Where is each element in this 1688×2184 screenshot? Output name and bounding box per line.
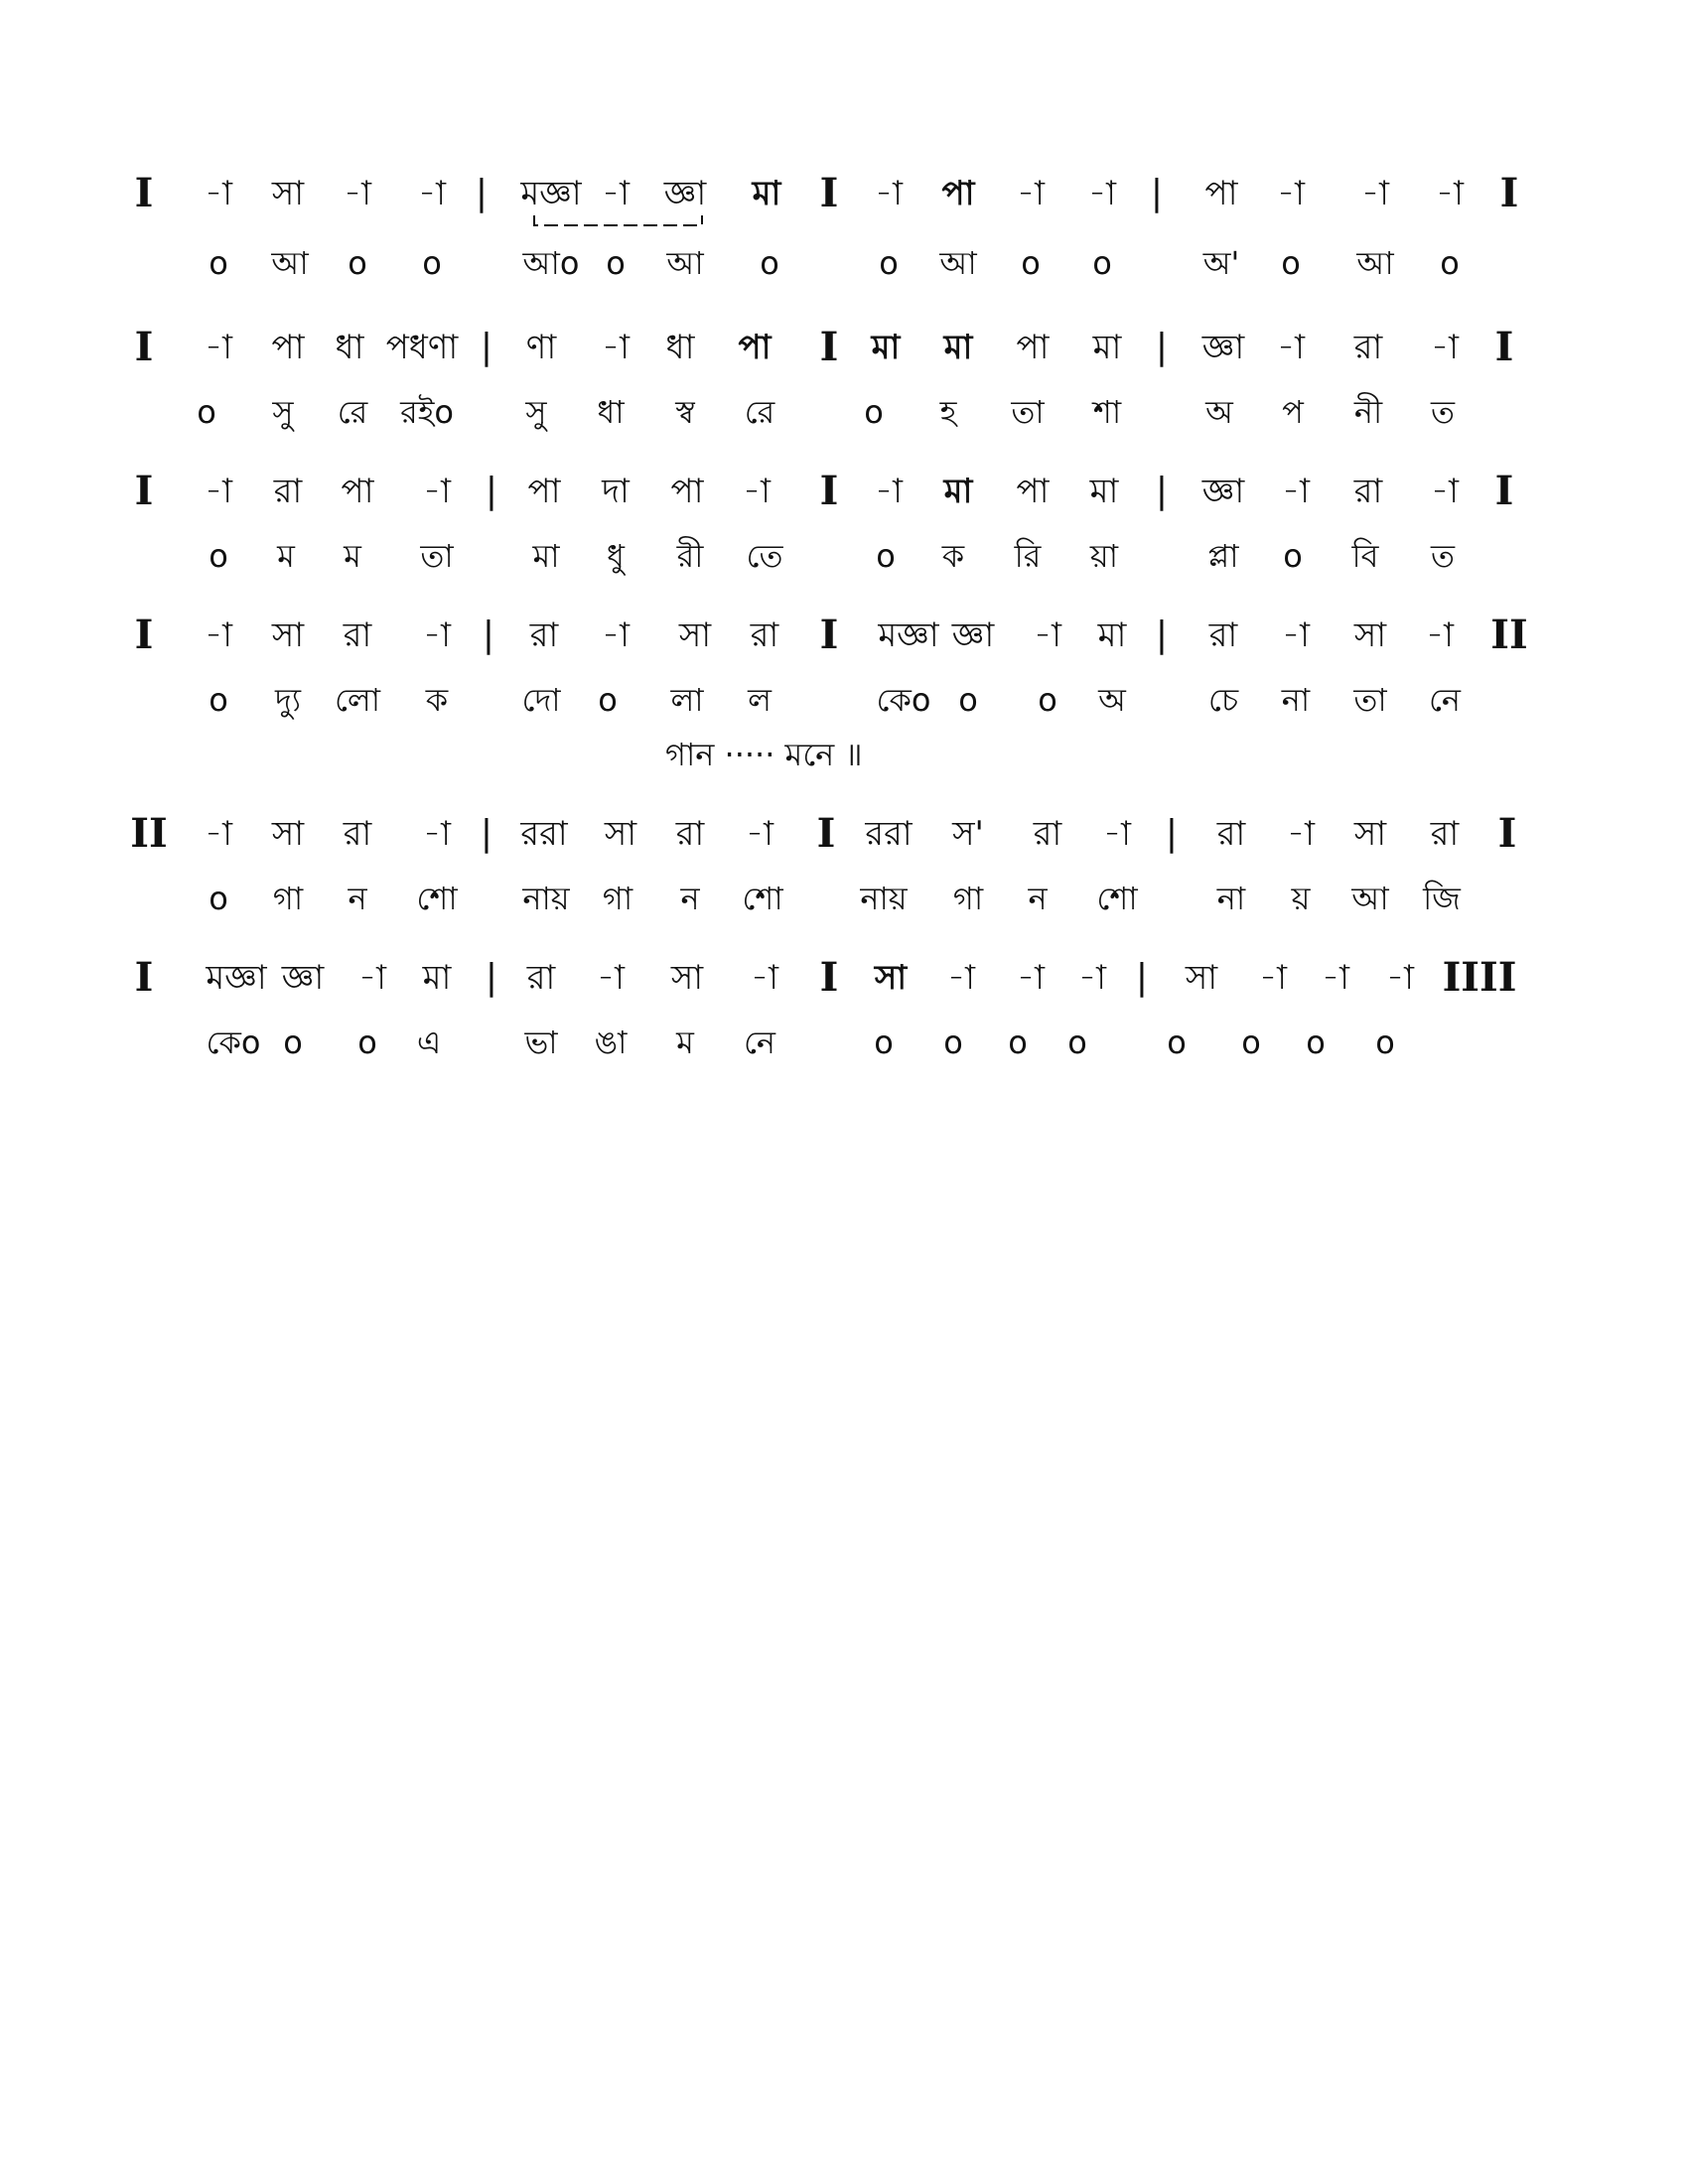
- note: মা: [1092, 328, 1122, 367]
- lyric-syllable: জি: [1423, 880, 1461, 917]
- slur-mark: [531, 212, 705, 232]
- note: সা: [670, 958, 704, 998]
- bar-line-end: I: [1494, 324, 1514, 370]
- note: রা: [750, 615, 779, 655]
- note: সা: [604, 814, 637, 854]
- note: সা: [1353, 814, 1387, 854]
- lyric-syllable: ক: [425, 681, 449, 719]
- note: ররা: [865, 814, 913, 854]
- note: জ্ঞা: [281, 958, 325, 998]
- note: -া: [751, 958, 778, 998]
- notation-row: [0, 169, 1688, 218]
- lyric-syllable: ক: [941, 537, 965, 575]
- lyric-syllable: অ': [1202, 244, 1240, 282]
- note: রা: [273, 472, 303, 511]
- note: সা: [1185, 958, 1218, 998]
- bar-line-end: IIII: [1442, 954, 1517, 1001]
- bar-line-start: I: [134, 468, 154, 514]
- note: রা: [1033, 814, 1062, 854]
- lyric-syllable: o: [876, 537, 896, 575]
- lyric-syllable: o: [357, 1024, 377, 1061]
- lyric-syllable: নায়: [860, 880, 908, 917]
- lyric-syllable: রইo: [400, 393, 454, 431]
- lyric-syllable: তা: [420, 537, 454, 575]
- note: পধণা: [385, 328, 459, 367]
- lyric-syllable: প্লা: [1207, 537, 1239, 575]
- note: সা: [271, 814, 305, 854]
- note: মা: [1089, 472, 1119, 511]
- lyric-syllable: তা: [1353, 681, 1387, 719]
- lyric-row: [0, 1018, 1688, 1067]
- note: ররা: [520, 814, 568, 854]
- lyric-syllable: না: [1281, 681, 1311, 719]
- note: -া: [875, 174, 903, 213]
- note: -া: [1282, 472, 1310, 511]
- lyric-syllable: রি: [1014, 537, 1042, 575]
- lyric-syllable: তে: [746, 537, 783, 575]
- lyric-row: [0, 238, 1688, 288]
- note: মা: [1097, 615, 1127, 655]
- lyric-syllable: বি: [1351, 537, 1379, 575]
- lyric-syllable: o: [1092, 244, 1112, 282]
- note: -া: [1277, 328, 1305, 367]
- note: -া: [1017, 958, 1045, 998]
- note: পা: [738, 328, 772, 367]
- lyric-syllable: স্ব: [675, 393, 695, 431]
- divider: |: [480, 813, 493, 854]
- note: -া: [1361, 174, 1389, 213]
- note: -া: [1282, 615, 1310, 655]
- lyric-syllable: নী: [1353, 393, 1383, 431]
- lyric-syllable: শো: [416, 880, 458, 917]
- notation-row: [0, 467, 1688, 516]
- divider: |: [482, 614, 495, 655]
- note: রা: [526, 958, 556, 998]
- note: সা: [271, 174, 305, 213]
- note: -া: [1386, 958, 1414, 998]
- bar-line: I: [816, 810, 836, 857]
- note: সা: [874, 958, 908, 998]
- note: -া: [205, 174, 232, 213]
- note: রা: [343, 814, 372, 854]
- note: -া: [358, 958, 386, 998]
- note: পা: [271, 328, 305, 367]
- divider: |: [1155, 327, 1169, 367]
- lyric-syllable: নায়: [522, 880, 570, 917]
- note: -া: [1287, 814, 1315, 854]
- lyric-syllable: আ: [939, 244, 977, 282]
- note: -া: [344, 174, 371, 213]
- notation-row: [0, 953, 1688, 1003]
- note: -া: [205, 328, 232, 367]
- note: -া: [205, 814, 232, 854]
- bar-line-end: II: [1490, 612, 1528, 658]
- bar-line-start: I: [134, 954, 154, 1001]
- lyric-syllable: অ: [1205, 393, 1233, 431]
- divider: |: [475, 173, 489, 213]
- lyric-syllable: o: [864, 393, 884, 431]
- lyric-syllable: সু: [272, 393, 294, 431]
- lyric-syllable: নে: [743, 1024, 776, 1061]
- lyric-syllable: য়: [1291, 880, 1311, 917]
- note: পা: [341, 472, 374, 511]
- lyric-syllable: ভা: [524, 1024, 558, 1061]
- bar-line: I: [819, 954, 839, 1001]
- lyric-syllable: ন: [348, 880, 367, 917]
- lyric-syllable: গা: [952, 880, 984, 917]
- lyric-syllable: o: [1008, 1024, 1028, 1061]
- lyric-syllable: o: [958, 681, 978, 719]
- note: -া: [1017, 174, 1045, 213]
- note: পা: [670, 472, 704, 511]
- note: রা: [529, 615, 559, 655]
- note: ধা: [665, 328, 695, 367]
- lyric-syllable: নে: [1428, 681, 1462, 719]
- lyric-syllable: শা: [1092, 393, 1122, 431]
- bar-line: I: [819, 170, 839, 216]
- note: মা: [943, 472, 973, 511]
- lyric-syllable: ত: [1430, 393, 1456, 431]
- note: পা: [1016, 328, 1050, 367]
- lyric-syllable: o: [1241, 1024, 1261, 1061]
- divider: |: [1150, 173, 1164, 213]
- note: -া: [1426, 615, 1454, 655]
- lyric-syllable: ন: [680, 880, 700, 917]
- note: -া: [205, 615, 232, 655]
- lyric-syllable: গা: [602, 880, 633, 917]
- note: -া: [205, 472, 232, 511]
- note: পা: [941, 174, 975, 213]
- divider: |: [485, 471, 498, 511]
- note: জ্ঞা: [663, 174, 707, 213]
- lyric-syllable: o: [1067, 1024, 1087, 1061]
- lyric-syllable: o: [197, 393, 216, 431]
- note: -া: [1078, 958, 1106, 998]
- bar-line-start: I: [134, 612, 154, 658]
- divider: |: [1135, 957, 1149, 998]
- lyric-syllable: o: [1038, 681, 1057, 719]
- note: মজ্ঞা: [520, 174, 582, 213]
- note: সা: [678, 615, 712, 655]
- bar-line-start: I: [134, 324, 154, 370]
- lyric-syllable: o: [348, 244, 367, 282]
- bar-line-start: I: [134, 170, 154, 216]
- note: -া: [743, 472, 771, 511]
- lyric-syllable: শো: [742, 880, 783, 917]
- lyric-row: [0, 874, 1688, 923]
- lyric-syllable: আ: [666, 244, 704, 282]
- lyric-syllable: ধু: [607, 537, 625, 575]
- note: -া: [875, 472, 903, 511]
- note: জ্ঞা: [1201, 328, 1245, 367]
- divider: |: [485, 957, 498, 998]
- notation-row: [0, 809, 1688, 859]
- note: জ্ঞা: [1201, 472, 1245, 511]
- lyric-syllable: আ: [271, 244, 309, 282]
- note: পা: [1204, 174, 1238, 213]
- note: স': [952, 814, 984, 854]
- note: মা: [752, 174, 781, 213]
- lyric-syllable: গা: [272, 880, 304, 917]
- lyric-syllable: তা: [1011, 393, 1045, 431]
- note: -া: [597, 958, 625, 998]
- lyric-syllable: o: [1283, 537, 1303, 575]
- note: -া: [1259, 958, 1287, 998]
- note: -া: [602, 615, 630, 655]
- divider: |: [1155, 471, 1169, 511]
- lyric-syllable: o: [1306, 1024, 1326, 1061]
- lyric-syllable: o: [1021, 244, 1041, 282]
- lyric-syllable: হ: [939, 393, 957, 431]
- lyric-syllable: রী: [676, 537, 704, 575]
- note: রা: [1208, 615, 1238, 655]
- lyric-syllable: o: [943, 1024, 963, 1061]
- note: -া: [423, 472, 451, 511]
- lyric-syllable: ম: [676, 1024, 694, 1061]
- note: রা: [1430, 814, 1460, 854]
- lyric-syllable: রে: [744, 393, 775, 431]
- note: রা: [1216, 814, 1246, 854]
- note: পা: [1016, 472, 1050, 511]
- note: জ্ঞা: [951, 615, 995, 655]
- lyric-syllable: o: [606, 244, 626, 282]
- note: -া: [1431, 472, 1459, 511]
- note: -া: [1431, 328, 1459, 367]
- lyric-syllable: প: [1282, 393, 1304, 431]
- lyric-syllable: ধা: [597, 393, 625, 431]
- lyric-syllable: সু: [525, 393, 547, 431]
- note: -া: [1277, 174, 1305, 213]
- note: -া: [1322, 958, 1349, 998]
- note: -া: [1088, 174, 1116, 213]
- note: মা: [422, 958, 452, 998]
- lyric-syllable: দো: [521, 681, 561, 719]
- note: মজ্ঞা: [878, 615, 939, 655]
- bar-line: I: [819, 612, 839, 658]
- lyric-syllable: ঙা: [594, 1024, 628, 1061]
- lyric-syllable: ল: [748, 681, 772, 719]
- note: -া: [602, 328, 630, 367]
- lyric-syllable: o: [1375, 1024, 1395, 1061]
- bar-line-end: I: [1494, 468, 1514, 514]
- notation-row: [0, 323, 1688, 372]
- note: রা: [343, 615, 372, 655]
- lyric-syllable: o: [209, 244, 228, 282]
- note: সা: [1353, 615, 1387, 655]
- lyric-syllable: o: [209, 681, 228, 719]
- lyric-syllable: o: [1167, 1024, 1187, 1061]
- note: -া: [947, 958, 975, 998]
- note: -া: [423, 814, 451, 854]
- lyric-syllable: শো: [1096, 880, 1138, 917]
- note: পা: [527, 472, 561, 511]
- lyric-syllable: o: [874, 1024, 894, 1061]
- lyric-syllable: আo: [522, 244, 580, 282]
- lyric-syllable: o: [1440, 244, 1460, 282]
- note: মা: [871, 328, 901, 367]
- lyric-syllable: ন: [1028, 880, 1048, 917]
- lyric-syllable: ম: [277, 537, 295, 575]
- lyric-syllable: ত: [1430, 537, 1456, 575]
- note: সা: [271, 615, 305, 655]
- lyric-syllable: চে: [1207, 681, 1239, 719]
- note: -া: [423, 615, 451, 655]
- lyric-syllable: লা: [670, 681, 704, 719]
- note: রা: [675, 814, 705, 854]
- lyric-syllable: আ: [1351, 880, 1389, 917]
- lyric-row: [0, 387, 1688, 437]
- bar-line: I: [819, 324, 839, 370]
- note: রা: [1353, 472, 1383, 511]
- lyric-syllable: য়া: [1089, 537, 1119, 575]
- note: -া: [1034, 615, 1061, 655]
- note: ধা: [335, 328, 364, 367]
- lyric-syllable: o: [209, 880, 228, 917]
- lyric-syllable: o: [422, 244, 442, 282]
- lyric-syllable: কেo: [876, 681, 931, 719]
- lyric-row: [0, 675, 1688, 725]
- lyric-syllable: o: [283, 1024, 303, 1061]
- note: মজ্ঞা: [206, 958, 267, 998]
- lyric-syllable: কেo: [206, 1024, 261, 1061]
- lyric-syllable: লো: [334, 681, 381, 719]
- bar-line-end: I: [1497, 810, 1517, 857]
- lyric-syllable: আ: [1356, 244, 1394, 282]
- lyric-row: [0, 531, 1688, 581]
- lyric-syllable: o: [879, 244, 899, 282]
- divider: |: [480, 327, 493, 367]
- note: -া: [418, 174, 446, 213]
- bar-line-start: II: [130, 810, 168, 857]
- divider: |: [1155, 614, 1169, 655]
- lyric-syllable: o: [1281, 244, 1301, 282]
- lyric-syllable: দ্যু: [274, 681, 302, 719]
- bar-line: I: [819, 468, 839, 514]
- lyric-syllable: অ: [1098, 681, 1126, 719]
- note: -া: [1103, 814, 1131, 854]
- note: মা: [943, 328, 973, 367]
- lyric-syllable: o: [209, 537, 228, 575]
- lyric-syllable: না: [1216, 880, 1246, 917]
- lyric-syllable: রে: [337, 393, 368, 431]
- note: দা: [602, 472, 630, 511]
- note: -া: [602, 174, 630, 213]
- note: -া: [746, 814, 774, 854]
- lyric-syllable: o: [760, 244, 779, 282]
- lyric-syllable: মা: [532, 537, 560, 575]
- lyric-syllable: ম: [344, 537, 361, 575]
- note: -া: [1436, 174, 1464, 213]
- note: রা: [1353, 328, 1383, 367]
- lyric-syllable: এ: [416, 1024, 442, 1061]
- refrain-note: গান ····· মনে ॥: [665, 736, 863, 773]
- divider: |: [1165, 813, 1179, 854]
- lyric-syllable: o: [598, 681, 618, 719]
- notation-row: [0, 611, 1688, 660]
- note: ণা: [525, 328, 557, 367]
- bar-line-end: I: [1499, 170, 1519, 216]
